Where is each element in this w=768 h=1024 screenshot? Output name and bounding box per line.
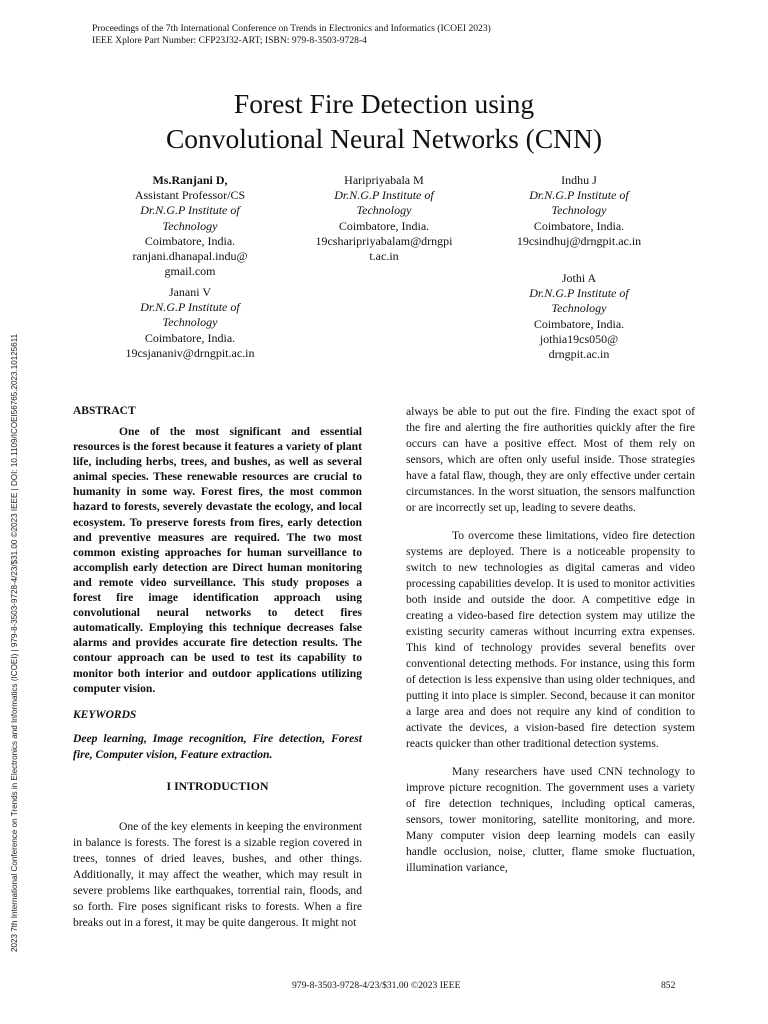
author-location: Coimbatore, India. — [144, 330, 236, 345]
author-institute-2: Technology — [551, 203, 607, 218]
author-location: Coimbatore, India. — [338, 218, 430, 233]
author-institute: Dr.N.G.P Institute of — [529, 286, 629, 301]
author-email: 19csindhuj@drngpit.ac.in — [516, 233, 642, 248]
left-column — [73, 403, 362, 931]
author-email: 19csjananiv@drngpit.ac.in — [125, 345, 255, 360]
footer-copyright: 979-8-3503-9728-4/23/$31.00 ©2023 IEEE — [292, 980, 461, 991]
author-email: 19csharipriyabalam@drngpi — [315, 233, 453, 248]
body-paragraph-2: To overcome these limitations, video fire detection systems are deployed. There is a noticeable propensity to switch to new technologies as digital cameras and video processing capabilities develop. It is used to monitor activities both inside and outside the door. A competitive edge in creating a video-based fire detection system may utilize the existing security cameras without incurring extra expenses. This kind of technology provides several benefits over conventional detecting methods. For instance, using this form of detection is less expensive than using older techniques, and putting it into place is simpler. Second, because it can monitor a large area and does not require any kind of condition to activate the devices, a vision-based fire detection system reacts quicker than other traditional detection systems. — [406, 529, 695, 750]
author-institute-2: Technology — [551, 301, 607, 316]
introduction-heading: I INTRODUCTION — [166, 778, 269, 793]
author-email-2: drngpit.ac.in — [548, 347, 610, 362]
author-institute: Dr.N.G.P Institute of — [334, 188, 434, 203]
title-line-2: Convolutional Neural Networks (CNN) — [165, 123, 603, 154]
keywords-text: Deep learning, Image recognition, Fire detection, Forest fire, Computer vision, Feature extraction. — [73, 731, 362, 761]
author-role: Assistant Professor/CS — [134, 188, 246, 203]
author-location: Coimbatore, India. — [144, 233, 236, 248]
right-column — [406, 404, 695, 876]
author-name: Jothi A — [561, 271, 597, 285]
page-number: 852 — [661, 980, 676, 991]
author-institute-2: Technology — [356, 203, 412, 218]
author-name: Ms.Ranjani D, — [152, 173, 228, 187]
author-name: Haripriyabala M — [344, 173, 424, 187]
keywords-heading: KEYWORDS — [73, 708, 137, 721]
abstract-text: One of the most significant and essential resources is the forest because it features a variety of plant life, including herbs, trees, and bushes, as well as several animal species. These renewable resources are crucial to humanity in some way. Forest fires, the most common hazard to forests, severely devastate the ecology, and local ecosystem. To preserve forests from fires, early detection and preventive measures are required. The two most common existing approaches for human surveillance to accomplish early detection are Direct human monitoring and remote video surveillance. This study proposes a forest fire image identification approach using convolutional neural networks to detect fires automatically. Employing this technique decreases false alarms and provides accurate fire detection results. The contour approach can be used to test its capability to monitor both interior and outdoor applications utilizing computer vision. — [73, 425, 362, 695]
body-paragraph-3: Many researchers have used CNN technology to improve picture recognition. The government uses a variety of fire detection techniques, including optical cameras, sensors, tower monitoring, satellite monitoring, and more. Many computer vision deep learning models can easily handle occlusion, noise, clutter, flame smoke fluctuation, illumination variance, — [406, 765, 695, 874]
author-email-2: t.ac.in — [369, 249, 399, 264]
author-institute: Dr.N.G.P Institute of — [140, 300, 240, 315]
author-email: jothia19cs050@ — [539, 331, 619, 346]
author-block-5 — [496, 271, 662, 362]
author-institute: Dr.N.G.P Institute of — [529, 188, 629, 203]
author-block-4 — [112, 285, 268, 361]
author-email-2: gmail.com — [164, 264, 216, 279]
author-institute-2: Technology — [162, 315, 218, 330]
introduction-text: One of the key elements in keeping the environment in balance is forests. The forest is a sizable region covered in trees, tonnes of dried leaves, bushes, and other things. Additionally, it may affect the weather, which may result in severe problems like earthquakes, torrential rain, floods, and so forth. Fire poses significant risks to forests. When a fire breaks out in a forest, it may be quite dangerous. It might not — [73, 819, 362, 929]
proceedings-header — [92, 23, 491, 47]
author-institute-2: Technology — [162, 218, 218, 233]
paper-title — [80, 86, 688, 156]
abstract-heading: ABSTRACT — [73, 405, 136, 417]
header-line-2: IEEE Xplore Part Number: CFP23J32-ART; ISBN: 979-8-3503-9728-4 — [92, 35, 367, 46]
author-email: ranjani.dhanapal.indu@ — [132, 249, 248, 264]
author-name: Indhu J — [561, 173, 597, 187]
header-line-1: Proceedings of the 7th International Conference on Trends in Electronics and Informatics (ICOEI 2023) — [92, 23, 491, 34]
author-institute: Dr.N.G.P Institute of — [140, 203, 240, 218]
body-paragraph-1: always be able to put out the fire. Finding the exact spot of the fire and alerting the fire authorities quickly after the fire occurs can have a positive effect. Most of them rely on sensors, which are often only useful inside. Those strategies have a fatal flaw, though, they are only effective under certain circumstances. In the worst situation, the sensors malfunction or are incorrectly set up, leading to severe deaths. — [406, 405, 695, 514]
author-block-3 — [496, 173, 662, 249]
author-name: Janani V — [168, 285, 212, 299]
sidebar-doi-text: 2023 7th International Conference on Trends in Electronics and Informatics (ICOEI) | 979-8-3503-9728-4/23/$31.00 ©2023 IEEE | DOI: 10.1109/ICOEI56765.2023.10125611 — [10, 333, 19, 952]
author-location: Coimbatore, India. — [533, 218, 625, 233]
author-block-1 — [112, 173, 268, 279]
author-location: Coimbatore, India. — [533, 316, 625, 331]
title-line-1: Forest Fire Detection using — [233, 88, 535, 119]
author-block-2 — [300, 173, 468, 264]
